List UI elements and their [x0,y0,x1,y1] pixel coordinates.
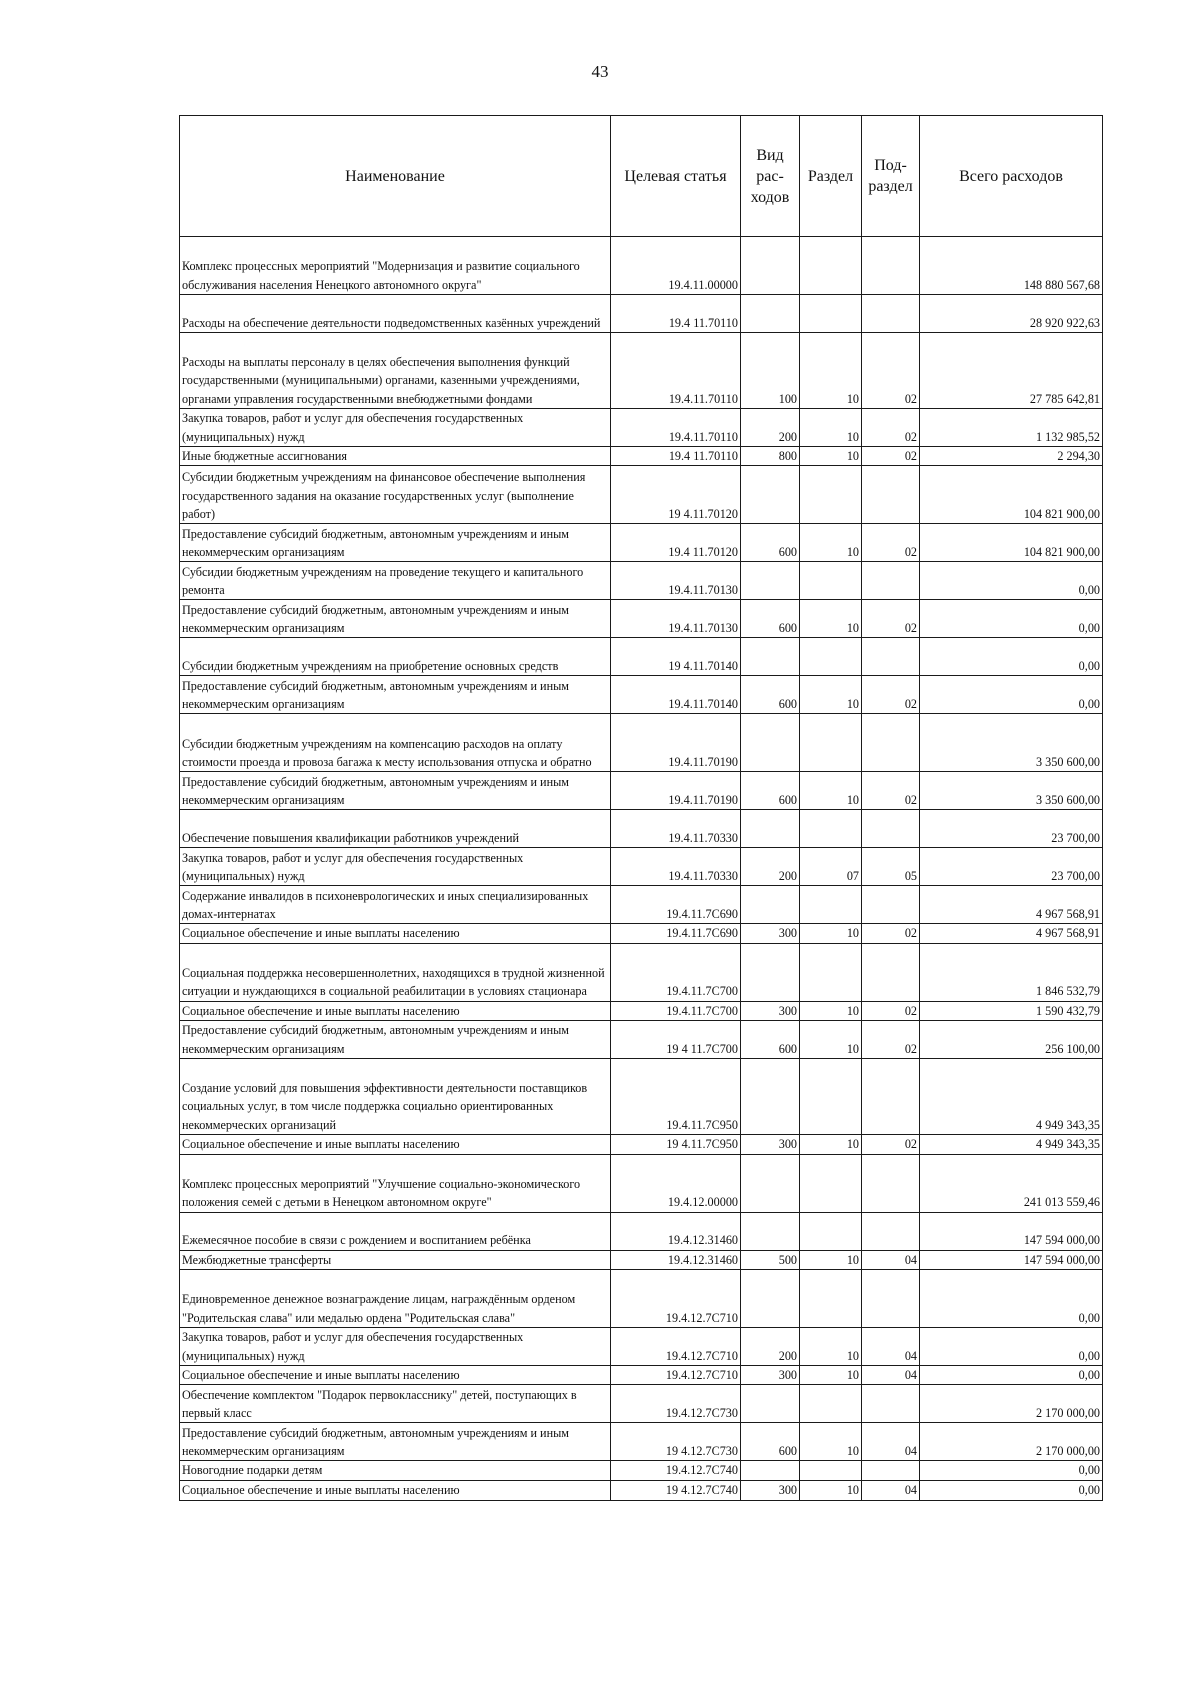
row-expense-type [741,295,800,333]
row-section [800,466,862,524]
row-expense-type [741,1059,800,1135]
row-target-article: 19.4.11.70140 [611,676,741,714]
table-body [180,237,1103,1501]
table-row [180,1135,1103,1154]
row-subsection [862,1212,920,1250]
row-subsection [862,714,920,772]
table-row [180,886,1103,924]
row-total: 0,00 [920,1480,1103,1500]
row-total: 1 132 985,52 [920,409,1103,447]
row-target-article: 19 4.11.7С950 [611,1135,741,1154]
row-subsection: 02 [862,333,920,409]
row-name: Расходы на выплаты персоналу в целях обеспечения выполнения функций государственными (муниципальными) органами, казенными учреждениями, органами управления государственными внебюджетными фондами [180,333,611,409]
row-section [800,1385,862,1423]
table-row [180,638,1103,676]
row-total: 3 350 600,00 [920,772,1103,810]
row-total: 4 967 568,91 [920,886,1103,924]
row-subsection: 02 [862,676,920,714]
row-target-article: 19.4.12.7С740 [611,1461,741,1480]
row-target-article: 19.4.11.7С690 [611,886,741,924]
row-name: Закупка товаров, работ и услуг для обеспечения государственных (муниципальных) нужд [180,1328,611,1366]
row-section: 10 [800,333,862,409]
row-total: 0,00 [920,1328,1103,1366]
row-section [800,562,862,600]
row-section: 07 [800,848,862,886]
row-expense-type: 300 [741,1366,800,1385]
row-subsection [862,237,920,295]
row-total: 2 170 000,00 [920,1423,1103,1461]
row-subsection: 02 [862,772,920,810]
row-expense-type: 600 [741,524,800,562]
row-subsection [862,1270,920,1328]
row-subsection [862,886,920,924]
row-total: 148 880 567,68 [920,237,1103,295]
row-name: Социальное обеспечение и иные выплаты населению [180,1135,611,1154]
row-target-article: 19.4.11.70130 [611,600,741,638]
row-name: Предоставление субсидий бюджетным, автономным учреждениям и иным некоммерческим организациям [180,600,611,638]
table-row [180,524,1103,562]
row-target-article: 19.4 11.70110 [611,447,741,466]
row-target-article: 19 4 11.7С700 [611,1021,741,1059]
table-header-row [180,116,1103,237]
row-name: Содержание инвалидов в психоневрологических и иных специализированных домах-интернатах [180,886,611,924]
row-section [800,237,862,295]
row-name: Предоставление субсидий бюджетным, автономным учреждениям и иным некоммерческим организациям [180,1021,611,1059]
row-target-article: 19 4.12.7С730 [611,1423,741,1461]
row-total: 23 700,00 [920,848,1103,886]
row-section: 10 [800,1250,862,1269]
table-row [180,562,1103,600]
row-total: 147 594 000,00 [920,1250,1103,1269]
row-name: Социальное обеспечение и иные выплаты населению [180,1366,611,1385]
row-total: 0,00 [920,1270,1103,1328]
row-subsection: 02 [862,1001,920,1020]
row-target-article: 19.4.12.7С710 [611,1328,741,1366]
row-target-article: 19.4.11.70130 [611,562,741,600]
table-row [180,1001,1103,1020]
row-subsection: 04 [862,1423,920,1461]
row-target-article: 19.4.12.31460 [611,1212,741,1250]
row-subsection: 04 [862,1480,920,1500]
row-name: Ежемесячное пособие в связи с рождением и воспитанием ребёнка [180,1212,611,1250]
row-expense-type: 300 [741,1135,800,1154]
row-total: 0,00 [920,562,1103,600]
row-total: 147 594 000,00 [920,1212,1103,1250]
row-name: Закупка товаров, работ и услуг для обеспечения государственных (муниципальных) нужд [180,409,611,447]
table-row [180,1250,1103,1269]
row-expense-type: 200 [741,848,800,886]
row-section: 10 [800,600,862,638]
row-target-article: 19.4.12.7С710 [611,1366,741,1385]
row-total: 0,00 [920,1461,1103,1480]
row-total: 1 846 532,79 [920,943,1103,1001]
row-section: 10 [800,924,862,943]
row-section [800,714,862,772]
row-total: 256 100,00 [920,1021,1103,1059]
row-expense-type: 500 [741,1250,800,1269]
row-expense-type [741,466,800,524]
row-expense-type [741,1212,800,1250]
header-target-article: Целевая статья [611,116,741,237]
row-name: Субсидии бюджетным учреждениям на финансовое обеспечение выполнения государственного задания на оказание государственных услуг (выполнение работ) [180,466,611,524]
row-target-article: 19 4.12.7С740 [611,1480,741,1500]
table-row [180,848,1103,886]
row-name: Предоставление субсидий бюджетным, автономным учреждениям и иным некоммерческим организациям [180,676,611,714]
row-section [800,943,862,1001]
row-section: 10 [800,1328,862,1366]
row-total: 2 170 000,00 [920,1385,1103,1423]
table-row [180,772,1103,810]
row-name: Субсидии бюджетным учреждениям на проведение текущего и капитального ремонта [180,562,611,600]
table-row [180,1154,1103,1212]
row-target-article: 19.4.12.00000 [611,1154,741,1212]
row-total: 0,00 [920,638,1103,676]
row-name: Социальное обеспечение и иные выплаты населению [180,1480,611,1500]
row-subsection [862,562,920,600]
row-target-article: 19.4.11.70190 [611,714,741,772]
row-total: 23 700,00 [920,810,1103,848]
row-target-article: 19.4.11.70190 [611,772,741,810]
header-expense-type: Вид рас- ходов [741,116,800,237]
row-target-article: 19.4.11.7С950 [611,1059,741,1135]
row-name: Иные бюджетные ассигнования [180,447,611,466]
row-target-article: 19 4.11.70120 [611,466,741,524]
row-section: 10 [800,1480,862,1500]
table-row [180,333,1103,409]
row-section [800,810,862,848]
row-target-article: 19.4 11.70110 [611,295,741,333]
row-section [800,886,862,924]
table-row [180,447,1103,466]
row-name: Субсидии бюджетным учреждениям на приобретение основных средств [180,638,611,676]
row-expense-type: 300 [741,1001,800,1020]
row-expense-type: 100 [741,333,800,409]
row-expense-type: 600 [741,676,800,714]
row-section [800,638,862,676]
row-subsection [862,1154,920,1212]
row-target-article: 19.4.11.7С690 [611,924,741,943]
row-section: 10 [800,1021,862,1059]
row-expense-type: 200 [741,1328,800,1366]
row-total: 0,00 [920,600,1103,638]
header-section: Раздел [800,116,862,237]
row-section: 10 [800,524,862,562]
row-expense-type [741,1270,800,1328]
table-row [180,676,1103,714]
row-total: 0,00 [920,1366,1103,1385]
row-subsection [862,295,920,333]
row-section: 10 [800,1366,862,1385]
table-row [180,1212,1103,1250]
table-row [180,810,1103,848]
row-section: 10 [800,1423,862,1461]
row-total: 4 967 568,91 [920,924,1103,943]
row-subsection: 02 [862,447,920,466]
row-expense-type [741,886,800,924]
row-target-article: 19.4.12.7С710 [611,1270,741,1328]
row-total: 104 821 900,00 [920,524,1103,562]
row-name: Обеспечение комплектом "Подарок первокласснику" детей, поступающих в первый класс [180,1385,611,1423]
table-row [180,1270,1103,1328]
row-section [800,1212,862,1250]
row-expense-type [741,237,800,295]
row-expense-type [741,810,800,848]
table-row [180,924,1103,943]
row-expense-type: 300 [741,1480,800,1500]
row-subsection: 04 [862,1328,920,1366]
row-target-article: 19.4.11.70330 [611,848,741,886]
row-subsection: 04 [862,1366,920,1385]
row-target-article: 19.4.11.70330 [611,810,741,848]
row-total: 3 350 600,00 [920,714,1103,772]
row-name: Предоставление субсидий бюджетным, автономным учреждениям и иным некоммерческим организациям [180,524,611,562]
row-subsection: 05 [862,848,920,886]
row-expense-type: 800 [741,447,800,466]
table-row [180,1423,1103,1461]
row-total: 1 590 432,79 [920,1001,1103,1020]
row-target-article: 19.4.11.7С700 [611,1001,741,1020]
row-subsection: 02 [862,600,920,638]
row-total: 27 785 642,81 [920,333,1103,409]
row-name: Субсидии бюджетным учреждениям на компенсацию расходов на оплату стоимости проезда и провоза багажа к месту использования отпуска и обратно [180,714,611,772]
row-expense-type: 600 [741,600,800,638]
row-target-article: 19.4.11.00000 [611,237,741,295]
budget-table [179,115,1103,1501]
row-expense-type [741,562,800,600]
row-target-article: 19.4.11.70110 [611,409,741,447]
row-section: 10 [800,676,862,714]
table-row [180,295,1103,333]
row-name: Комплекс процессных мероприятий "Модернизация и развитие социального обслуживания населения Ненецкого автономного округа" [180,237,611,295]
row-expense-type: 600 [741,1423,800,1461]
table-row [180,1366,1103,1385]
table-row [180,1328,1103,1366]
row-name: Предоставление субсидий бюджетным, автономным учреждениям и иным некоммерческим организациям [180,772,611,810]
row-subsection: 02 [862,409,920,447]
page-number: 43 [591,62,609,81]
row-total: 28 920 922,63 [920,295,1103,333]
header-name: Наименование [180,116,611,237]
row-total: 2 294,30 [920,447,1103,466]
row-subsection [862,466,920,524]
row-expense-type [741,638,800,676]
row-target-article: 19.4.12.7С730 [611,1385,741,1423]
row-target-article: 19 4.11.70140 [611,638,741,676]
row-target-article: 19.4.12.31460 [611,1250,741,1269]
row-expense-type [741,1154,800,1212]
row-name: Социальное обеспечение и иные выплаты населению [180,924,611,943]
row-subsection: 02 [862,1135,920,1154]
table-row [180,466,1103,524]
row-subsection: 02 [862,1021,920,1059]
row-section: 10 [800,1135,862,1154]
row-name: Межбюджетные трансферты [180,1250,611,1269]
row-name: Создание условий для повышения эффективности деятельности поставщиков социальных услуг, в том числе поддержка социально ориентированных некоммерческих организаций [180,1059,611,1135]
row-total: 104 821 900,00 [920,466,1103,524]
row-total: 4 949 343,35 [920,1135,1103,1154]
table-row [180,1021,1103,1059]
table-row [180,1480,1103,1500]
row-subsection [862,1385,920,1423]
row-name: Единовременное денежное вознаграждение лицам, награждённым орденом "Родительская слава" или медалью ордена "Родительская слава" [180,1270,611,1328]
row-subsection: 04 [862,1250,920,1269]
row-expense-type [741,1461,800,1480]
row-total: 241 013 559,46 [920,1154,1103,1212]
row-section: 10 [800,772,862,810]
row-expense-type [741,714,800,772]
row-section [800,1461,862,1480]
table-row [180,714,1103,772]
row-name: Новогодние подарки детям [180,1461,611,1480]
row-target-article: 19.4 11.70120 [611,524,741,562]
row-expense-type: 300 [741,924,800,943]
row-section [800,1059,862,1135]
row-target-article: 19.4.11.70110 [611,333,741,409]
table-row [180,1059,1103,1135]
row-subsection: 02 [862,924,920,943]
header-subsection: Под- раздел [862,116,920,237]
row-name: Обеспечение повышения квалификации работников учреждений [180,810,611,848]
row-target-article: 19.4.11.7С700 [611,943,741,1001]
row-section: 10 [800,409,862,447]
row-name: Социальное обеспечение и иные выплаты населению [180,1001,611,1020]
row-total: 4 949 343,35 [920,1059,1103,1135]
table-row [180,237,1103,295]
header-total-expenses: Всего расходов [920,116,1103,237]
table-row [180,1461,1103,1480]
row-name: Расходы на обеспечение деятельности подведомственных казённых учреждений [180,295,611,333]
row-subsection [862,1059,920,1135]
row-name: Комплекс процессных мероприятий "Улучшение социально-экономического положения семей с детьми в Ненецком автономном округе" [180,1154,611,1212]
row-section [800,1270,862,1328]
table-row [180,409,1103,447]
row-name: Социальная поддержка несовершеннолетних, находящихся в трудной жизненной ситуации и нуждающихся в социальной реабилитации в условиях стационара [180,943,611,1001]
row-name: Закупка товаров, работ и услуг для обеспечения государственных (муниципальных) нужд [180,848,611,886]
table-row [180,600,1103,638]
row-total: 0,00 [920,676,1103,714]
row-expense-type [741,1385,800,1423]
row-subsection: 02 [862,524,920,562]
table-row [180,943,1103,1001]
row-subsection [862,638,920,676]
row-section [800,295,862,333]
row-expense-type: 200 [741,409,800,447]
row-expense-type [741,943,800,1001]
row-section [800,1154,862,1212]
row-subsection [862,1461,920,1480]
row-name: Предоставление субсидий бюджетным, автономным учреждениям и иным некоммерческим организациям [180,1423,611,1461]
row-section: 10 [800,447,862,466]
table-row [180,1385,1103,1423]
row-expense-type: 600 [741,1021,800,1059]
row-section: 10 [800,1001,862,1020]
row-expense-type: 600 [741,772,800,810]
row-subsection [862,943,920,1001]
row-subsection [862,810,920,848]
